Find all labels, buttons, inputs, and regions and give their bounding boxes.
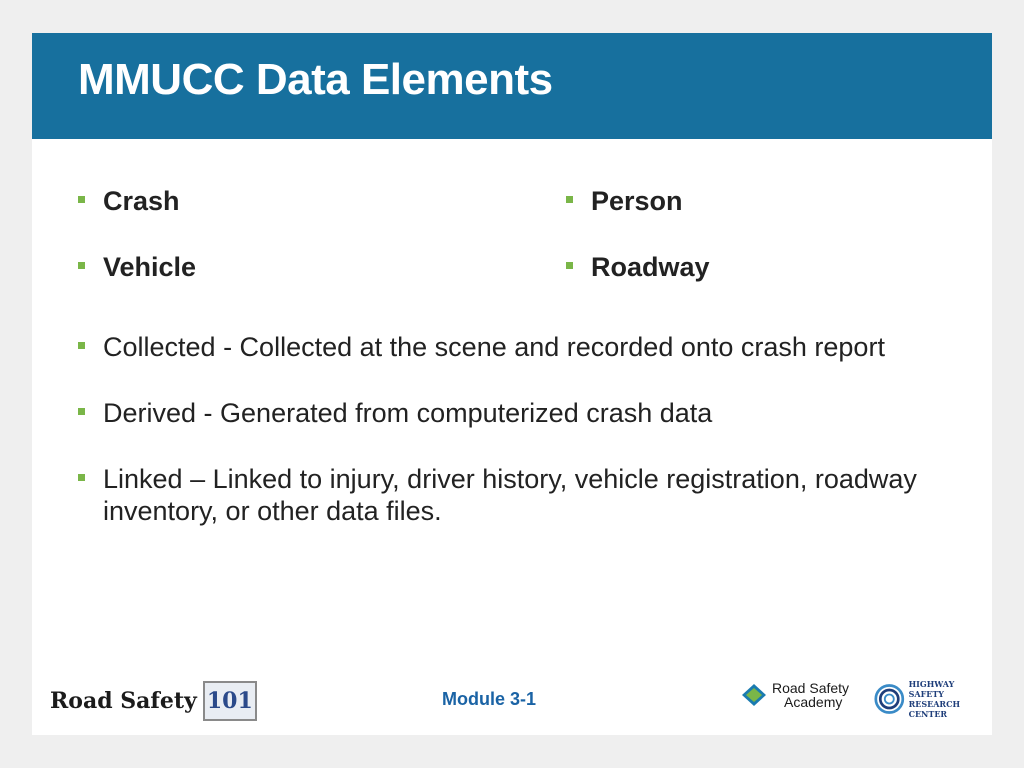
- bullet-derived: [78, 397, 978, 429]
- bullet-person: [566, 185, 683, 217]
- bullet-square-icon: [566, 262, 573, 269]
- road-safety-101-logo: [50, 681, 257, 721]
- bullet-vehicle: [78, 251, 196, 283]
- road-safety-academy-logo: [740, 681, 849, 709]
- bullet-text: Roadway: [591, 252, 710, 282]
- bullet-collected: [78, 331, 978, 363]
- bullet-text: Crash: [103, 186, 180, 216]
- hsrc-circle-icon: [874, 682, 905, 716]
- bullet-square-icon: [78, 342, 85, 349]
- rsa-text: [772, 681, 849, 709]
- rsa-line1: Road Safety: [772, 680, 850, 696]
- bullet-crash: [78, 185, 180, 217]
- bullet-linked: [78, 463, 978, 527]
- bullet-square-icon: [566, 196, 573, 203]
- logo-101-box: [203, 681, 257, 721]
- bullet-square-icon: [78, 408, 85, 415]
- title-bar: [32, 33, 992, 139]
- logo-101-number: 101: [206, 688, 253, 714]
- bullet-text: Linked – Linked to injury, driver history, vehicle registration, roadway inventory, or other data files.: [103, 464, 917, 526]
- bullet-square-icon: [78, 196, 85, 203]
- hsrc-text: [909, 679, 992, 719]
- bullet-text: Collected - Collected at the scene and recorded onto crash report: [103, 332, 885, 362]
- bullet-text: Derived - Generated from computerized crash data: [103, 398, 713, 428]
- rsa-line2: Academy: [784, 694, 843, 710]
- bullet-square-icon: [78, 474, 85, 481]
- road-safety-academy-icon: [740, 682, 768, 708]
- bullet-roadway: [566, 251, 710, 283]
- hsrc-line1: HIGHWAY SAFETY: [908, 679, 955, 699]
- hsrc-logo: [874, 679, 992, 719]
- slide-title: MMUCC Data Elements: [78, 55, 553, 104]
- bullet-text: Vehicle: [103, 252, 197, 282]
- slide: [32, 33, 992, 735]
- bullet-square-icon: [78, 262, 85, 269]
- road-safety-logo-text: Road Safety: [50, 688, 197, 714]
- bullet-text: Person: [591, 186, 683, 216]
- hsrc-line2: RESEARCH CENTER: [908, 699, 960, 719]
- module-label: Module 3-1: [442, 689, 537, 709]
